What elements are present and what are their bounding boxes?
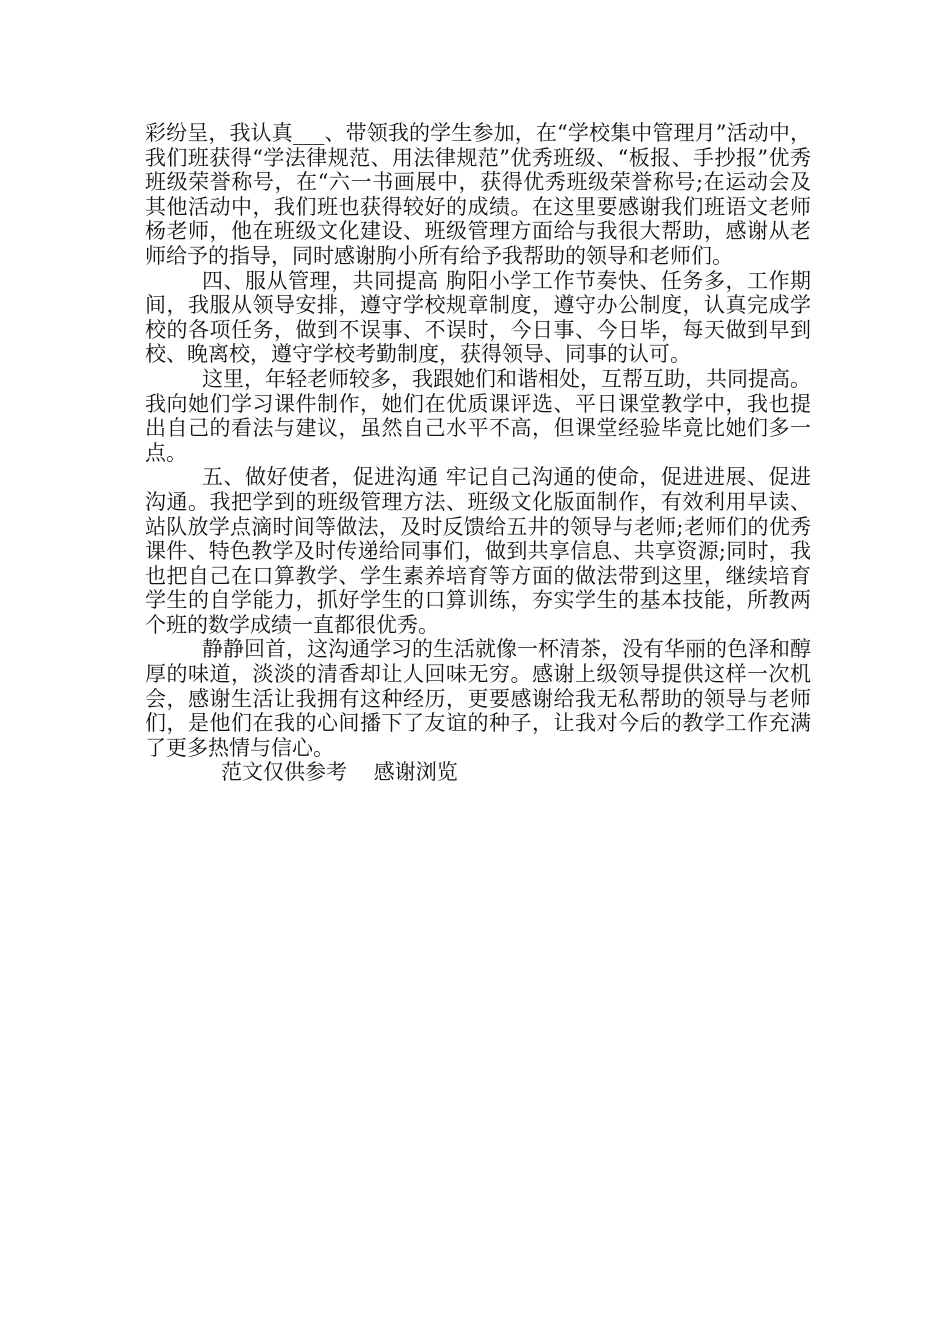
footer-note: 范文仅供参考 感谢浏览: [221, 760, 458, 785]
paragraph-2: 四、服从管理，共同提高 朐阳小学工作节奏快、任务多，工作期间，我服从领导安排，遵守学校规章制度，遵守办公制度，认真完成学校的各项任务，做到不误事、不误时，今日事、今日毕，每天做到早到校、晚离校，遵守学校考勤制度，获得领导、同事的认可。: [145, 268, 811, 367]
paragraph-3: 这里，年轻老师较多，我跟她们和谐相处，互帮互助，共同提高。我向她们学习课件制作，她们在优质课评选、平日课堂教学中，我也提出自己的看法与建议，虽然自己水平不高，但课堂经验毕竟比她们多一点。: [145, 366, 811, 465]
paragraph-5: 静静回首，这沟通学习的生活就像一杯清茶，没有华丽的色泽和醇厚的味道，淡淡的清香却让人回味无穷。感谢上级领导提供这样一次机会，感谢生活让我拥有这种经历，更要感谢给我无私帮助的领导与老师们，是他们在我的心间播下了友谊的种子，让我对今后的教学工作充满了更多热情与信心。: [145, 637, 811, 760]
paragraph-1: 彩纷呈，我认真___、带领我的学生参加，在“学校集中管理月”活动中，我们班获得“学法律规范、用法律规范”优秀班级、“板报、手抄报”优秀班级荣誉称号，在“六一书画展中，获得优秀班级荣誉称号;在运动会及其他活动中，我们班也获得较好的成绩。在这里要感谢我们班语文老师杨老师，他在班级文化建设、班级管理方面给与我很大帮助，感谢从老师给予的指导，同时感谢朐小所有给予我帮助的领导和老师们。: [145, 121, 811, 268]
document-body: [145, 121, 811, 785]
paragraph-4: 五、做好使者，促进沟通 牢记自己沟通的使命，促进进展、促进沟通。我把学到的班级管理方法、班级文化版面制作，有效利用早读、站队放学点滴时间等做法，及时反馈给五井的领导与老师;老师们的优秀课件、特色教学及时传递给同事们，做到共享信息、共享资源;同时，我也把自己在口算教学、学生素养培育等方面的做法带到这里，继续培育学生的自学能力，抓好学生的口算训练，夯实学生的基本技能，所教两个班的数学成绩一直都很优秀。: [145, 465, 811, 637]
